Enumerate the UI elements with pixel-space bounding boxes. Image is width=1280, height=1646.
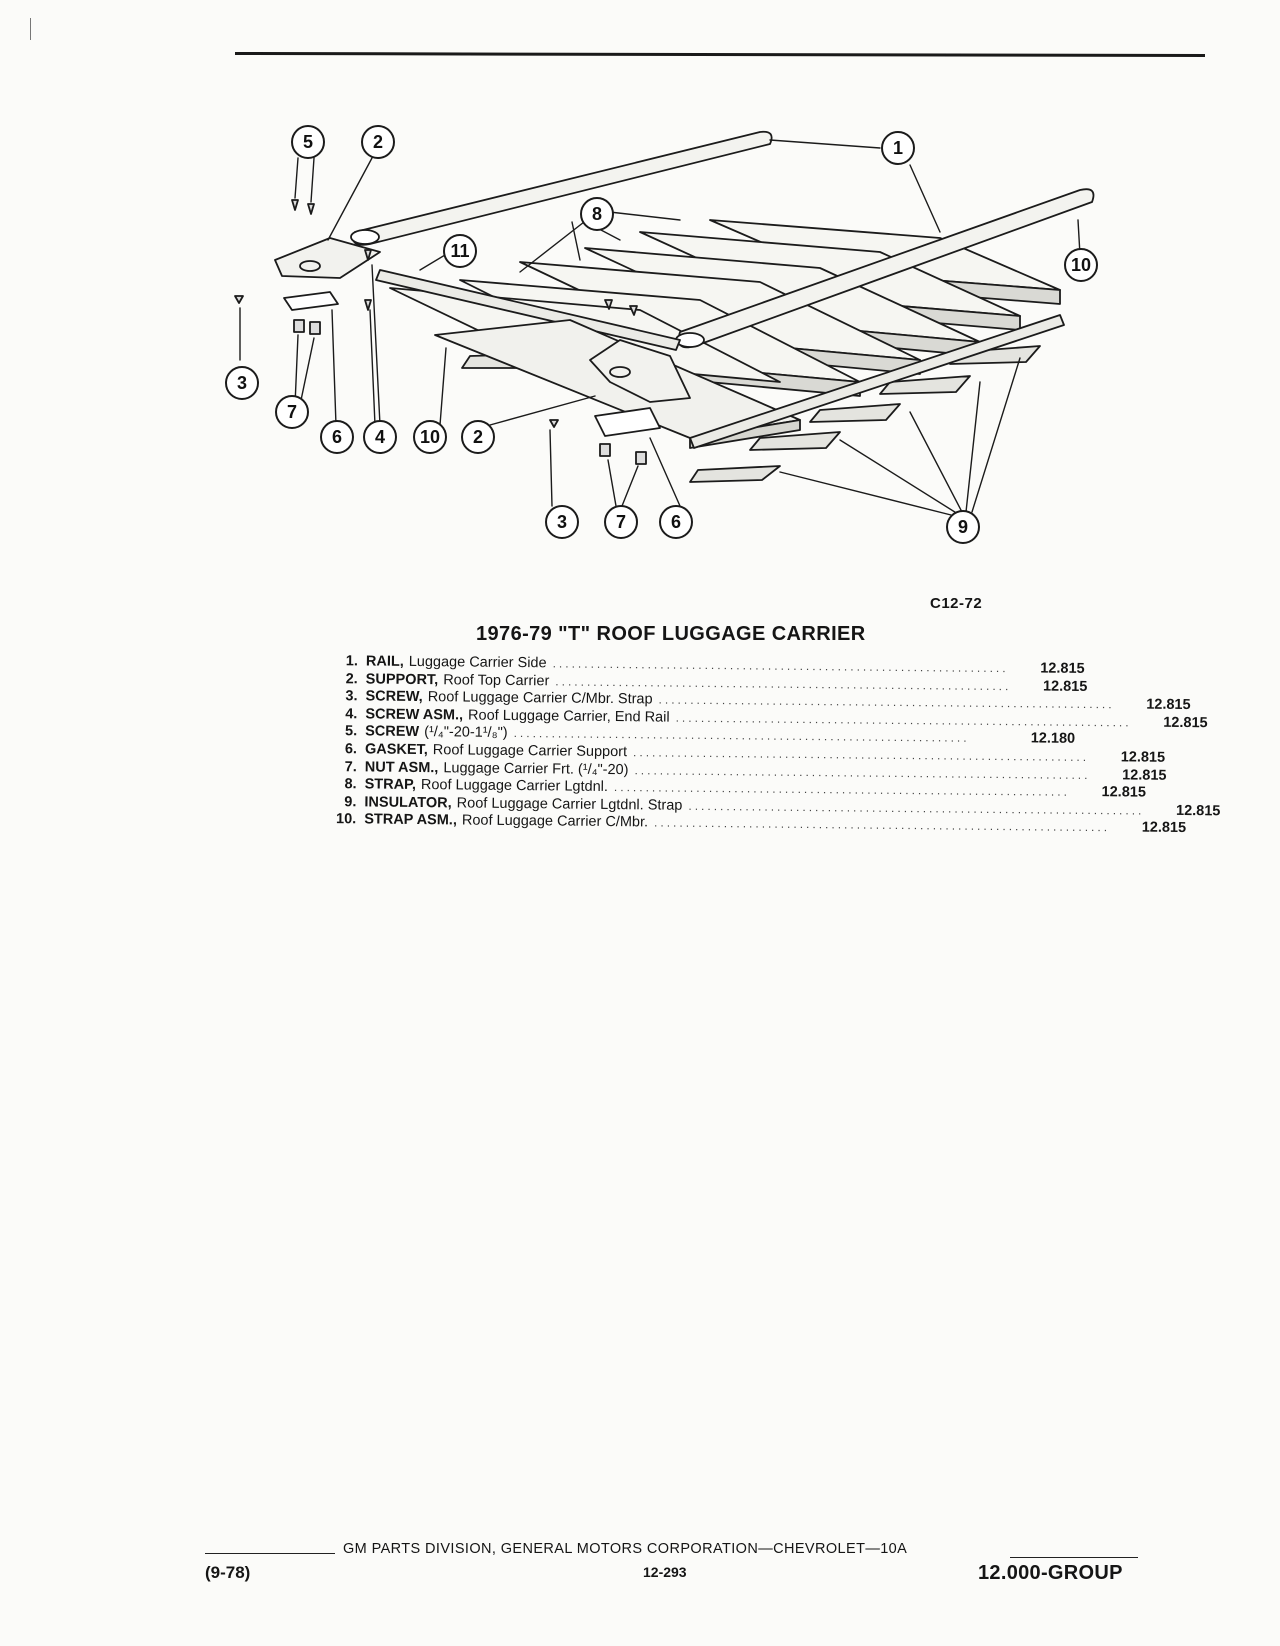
item-number: 9. [344,793,357,811]
item-group: 12.815 [1120,749,1166,766]
callout-6 [660,506,692,538]
callout-1 [882,132,914,164]
item-name: SCREW, [365,688,423,706]
callout-5 [292,126,324,158]
item-group: 12.815 [1042,678,1088,695]
svg-text:2: 2 [472,427,484,447]
item-description: Roof Luggage Carrier, End Rail [468,707,670,726]
leader-dots: ........................................................................ [513,726,970,746]
item-group: 12.815 [1146,696,1191,714]
item-number: 8. [344,776,357,793]
item-description: Roof Luggage Carrier Support [432,742,628,761]
item-number: 5. [345,723,358,740]
item-name: INSULATOR, [364,794,452,812]
callout-3 [546,506,578,538]
leader-dots: ........................................................................ [633,745,1090,764]
parts-title: 1976-79 "T" ROOF LUGGAGE CARRIER [476,623,866,645]
svg-text:5: 5 [302,132,314,152]
figure-code: C12-72 [930,595,983,612]
svg-text:10: 10 [1070,255,1092,275]
callout-7 [276,396,308,428]
item-description: Roof Top Carrier [443,671,550,689]
callout-9 [947,511,979,543]
item-group: 12.180 [1030,730,1076,748]
leader-dots: ........................................................................ [552,656,1009,676]
item-description: Luggage Carrier Frt. (¹/₄"-20) [443,759,629,778]
item-group: 12.815 [1141,819,1187,837]
item-group: 12.815 [1040,660,1085,677]
item-name: SCREW ASM., [365,706,464,724]
item-group: 12.815 [1175,802,1221,820]
leader-dots: ........................................................................ [613,780,1071,799]
parts-list [322,653,1221,837]
footer-rule [1010,1557,1138,1558]
callout-6 [321,421,353,453]
leader-dots: ........................................................................ [688,798,1145,818]
callout-3 [226,367,258,399]
group-label: 12.000-GROUP [978,1562,1123,1584]
footer-rule [205,1553,335,1554]
item-description: Roof Luggage Carrier C/Mbr. Strap [427,689,653,708]
item-number: 2. [345,670,358,687]
item-group: 12.815 [1122,766,1167,784]
header-rule [235,52,1205,57]
svg-text:1: 1 [892,138,904,158]
luggage-carrier-exploded-diagram [220,120,1120,570]
svg-text:7: 7 [286,402,298,422]
item-group: 12.815 [1101,784,1147,801]
callout-7 [605,506,637,538]
item-name: SCREW [365,723,420,741]
leader-dots: ........................................................................ [675,710,1132,730]
svg-text:3: 3 [556,512,568,532]
svg-text:8: 8 [591,204,603,224]
item-number: 1. [345,653,358,670]
item-number: 6. [344,741,358,758]
item-group: 12.815 [1163,714,1208,732]
item-description: Roof Luggage Carrier C/Mbr. [461,812,649,831]
svg-text:6: 6 [331,427,343,447]
callout-8 [581,198,613,230]
margin-mark [30,18,31,40]
item-number: 3. [345,688,358,705]
leader-dots: ........................................................................ [634,762,1091,782]
item-description: Roof Luggage Carrier Lgtdnl. [420,777,609,796]
svg-text:2: 2 [372,132,384,152]
svg-text:7: 7 [615,512,627,532]
callout-10 [414,421,446,453]
item-number: 7. [344,758,357,775]
page-number: 12-293 [643,1564,687,1580]
item-name: STRAP, [364,776,417,794]
item-name: GASKET, [364,741,428,759]
svg-text:10: 10 [419,427,441,447]
leader-dots: ........................................................................ [653,815,1111,835]
leader-dots: ........................................................................ [555,674,1012,693]
item-name: STRAP ASM., [364,811,457,829]
svg-text:3: 3 [236,373,248,393]
callout-11 [444,235,476,267]
item-description: Roof Luggage Carrier Lgtdnl. Strap [456,795,683,814]
svg-text:11: 11 [450,241,470,261]
svg-text:9: 9 [957,517,969,537]
callout-2 [462,421,494,453]
item-name: NUT ASM., [364,758,439,776]
svg-text:6: 6 [670,512,682,532]
item-name: SUPPORT, [365,671,439,688]
item-number: 10. [336,811,357,828]
item-description: (¹/₄"-20-1¹/₈") [424,724,508,742]
callout-4 [364,421,396,453]
item-name: RAIL, [365,653,404,670]
footer-corporation: GM PARTS DIVISION, GENERAL MOTORS CORPORATION—CHEVROLET—10A [343,1541,908,1557]
callout-2 [362,126,394,158]
svg-text:4: 4 [374,427,386,447]
footer-date: (9-78) [205,1563,251,1582]
item-description: Luggage Carrier Side [408,653,547,672]
item-number: 4. [345,706,358,723]
callout-10 [1065,249,1097,281]
leader-dots: ........................................................................ [658,692,1115,712]
